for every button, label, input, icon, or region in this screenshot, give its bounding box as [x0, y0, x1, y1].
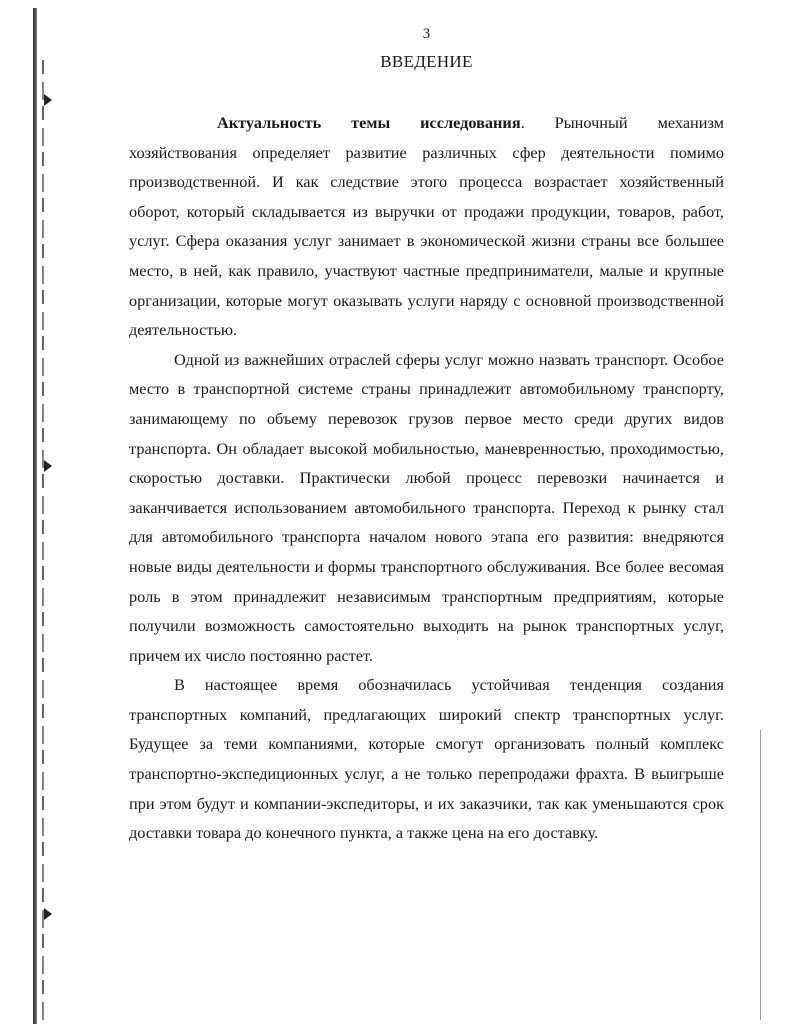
paragraph-trend: В настоящее время обозначилась устойчивая тенденция создания транспортных компаний, предлагающих широкий спектр транспортных услуг. Будущее за теми компаниями, которые смогут организовать полный комплекс транспортно-экспедиционных услуг, а не только перепродажи фрахта. В выигрыше при этом будут и компании-экспедиторы, и их заказчики, так как уменьшаются срок доставки товара до конечного пункта, а также цена на его доставку. — [129, 675, 724, 843]
relevance-text: . Рыночный механизм хозяйствования определяет развитие различных сфер деятельности помимо производственной. И как следствие этого процесса возрастает хозяйственный оборот, который складывается из выручки от продажи продукции, товаров, работ, услуг. Сфера оказания услуг занимает в экономической жизни страны все большее место, в ней, как правило, участвуют частные предприниматели, малые и крупные организации, которые могут оказывать услуги наряду с основной производственной деятельностью. — [129, 113, 724, 340]
paragraph-transport: Одной из важнейших отраслей сферы услуг можно назвать транспорт. Особое место в транспортной системе страны принадлежит автомобильному транспорту, занимающему по объему перевозок грузов первое место среди других видов транспорта. Он обладает высокой мобильностью, маневренностью, проходимостью, скоростью доставки. Практически любой процесс перевозки начинается и заканчивается использованием автомобильного транспорта. Переход к рынку стал для автомобильного транспорта началом нового этапа его развития: внедряются новые виды деятельности и формы транспортного обслуживания. Все более весомая роль в этом принадлежит независимым транспортным предприятиям, которые получили возможность самостоятельно выходить на рынок транспортных услуг, причем их число постоянно растет. — [129, 349, 724, 665]
body-text — [129, 108, 724, 848]
relevance-lead: Актуальность темы исследования — [217, 113, 521, 132]
section-heading: ВВЕДЕНИЕ — [380, 52, 473, 71]
scan-right-edge — [760, 730, 761, 1020]
paragraph-relevance — [129, 108, 724, 345]
binding-mark-icon — [44, 460, 52, 472]
page-number: 3 — [422, 26, 431, 42]
scan-binding-edge — [33, 8, 37, 1024]
binding-mark-icon — [44, 94, 52, 106]
scan-binding-shadow — [42, 60, 44, 1020]
binding-mark-icon — [44, 908, 52, 920]
